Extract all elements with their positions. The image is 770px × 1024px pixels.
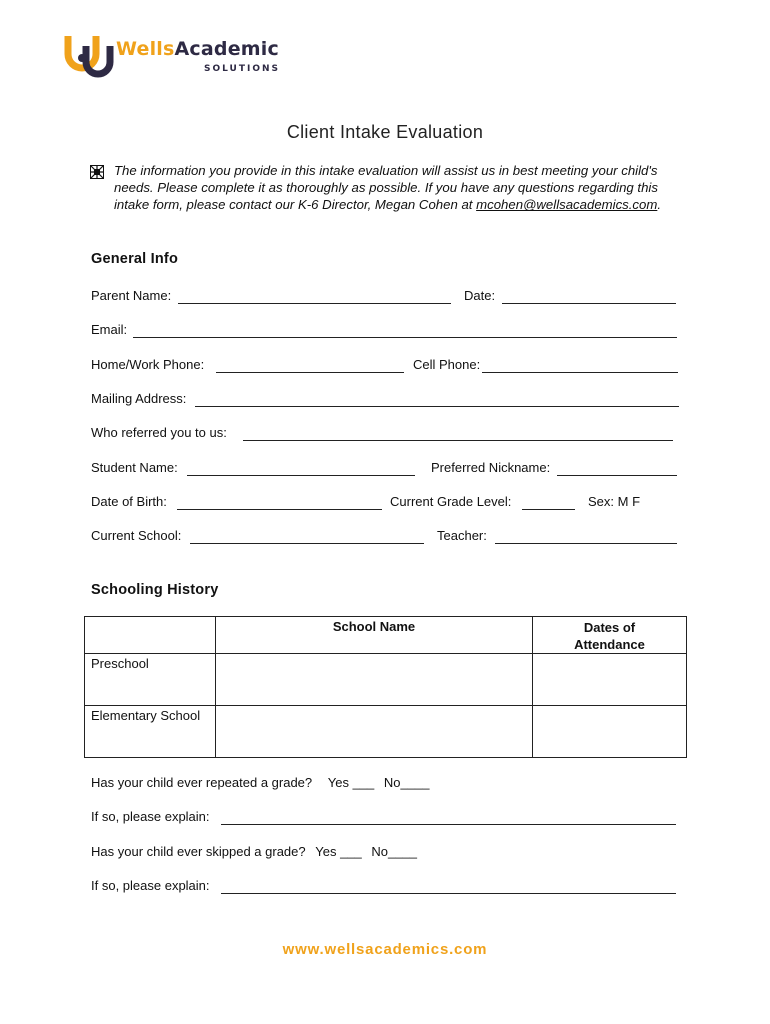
table-header-row: [85, 617, 687, 654]
elementary-label: Elementary School: [85, 706, 216, 758]
phone-row: [91, 357, 681, 377]
logo-wordmark: [116, 38, 279, 60]
skipped-yes-option[interactable]: Yes ___: [315, 844, 362, 859]
referred-row: [91, 425, 681, 445]
dob-field[interactable]: [177, 509, 382, 510]
mailing-address-row: [91, 391, 681, 411]
referred-label: Who referred you to us:: [91, 425, 227, 440]
repeated-yes-option[interactable]: Yes ___: [327, 775, 375, 790]
skipped-no-option[interactable]: No____: [371, 844, 417, 859]
logo-tagline: SOLUTIONS: [204, 64, 281, 74]
elementary-dates-cell[interactable]: [533, 706, 687, 758]
footer-website-link[interactable]: www.wellsacademics.com: [282, 941, 488, 958]
intro-end: .: [657, 197, 662, 213]
date-field[interactable]: [502, 303, 676, 304]
referred-field[interactable]: [243, 440, 673, 441]
email-field[interactable]: [133, 337, 677, 338]
grade-field[interactable]: [522, 509, 575, 510]
parent-name-field[interactable]: [178, 303, 451, 304]
preschool-dates-cell[interactable]: [533, 654, 687, 706]
skipped-grade-question: [91, 844, 417, 859]
preschool-label: Preschool: [85, 654, 216, 706]
repeated-grade-question: [91, 775, 429, 790]
parent-name-row: [91, 288, 681, 308]
mailing-address-label: Mailing Address:: [91, 391, 187, 406]
explain1-row: [91, 809, 681, 829]
explain2-field[interactable]: [221, 893, 676, 894]
explain1-label: If so, please explain:: [91, 809, 210, 824]
email-row: [91, 322, 681, 342]
star-bullet-icon: [90, 165, 104, 179]
general-info-heading: General Info: [91, 251, 178, 267]
school-name-header: School Name: [216, 617, 533, 654]
elementary-school-cell[interactable]: [216, 706, 533, 758]
repeated-no-option[interactable]: No____: [383, 775, 430, 790]
explain1-field[interactable]: [221, 824, 676, 825]
table-row: [85, 706, 687, 758]
cell-phone-field[interactable]: [482, 372, 678, 373]
table-row: [85, 654, 687, 706]
explain2-label: If so, please explain:: [91, 878, 210, 893]
student-name-label: Student Name:: [91, 460, 178, 475]
current-school-field[interactable]: [190, 543, 424, 544]
schooling-history-table: [84, 616, 687, 758]
logo-mark-icon: [64, 32, 120, 78]
dob-label: Date of Birth:: [91, 494, 167, 509]
current-school-label: Current School:: [91, 528, 182, 543]
repeated-grade-text: Has your child ever repeated a grade?: [91, 775, 313, 790]
preschool-school-cell[interactable]: [216, 654, 533, 706]
email-label: Email:: [91, 322, 128, 337]
explain2-row: [91, 878, 681, 898]
dates-header-line1: Dates of: [583, 620, 636, 635]
skipped-grade-text: Has your child ever skipped a grade?: [91, 844, 306, 859]
dates-attendance-header: [533, 617, 687, 654]
home-phone-field[interactable]: [216, 372, 404, 373]
logo-wells: Wells: [116, 38, 175, 60]
student-name-row: [91, 460, 681, 480]
dob-row: [91, 494, 681, 514]
nickname-field[interactable]: [557, 475, 677, 476]
page-title: Client Intake Evaluation: [286, 122, 484, 142]
intro-text: The information you provide in this intake evaluation will assist us in best meeting your child's needs. Please complete it as thoroughly as possible. If you have any questions regarding this intake form, please contact our K-6 Director, Megan Cohen at: [114, 163, 658, 213]
student-name-field[interactable]: [187, 475, 415, 476]
table-corner-cell: [85, 617, 216, 654]
nickname-label: Preferred Nickname:: [431, 460, 551, 475]
intro-paragraph: [114, 162, 674, 214]
dates-header-line2: Attendance: [574, 637, 645, 652]
home-phone-label: Home/Work Phone:: [91, 357, 205, 372]
school-row: [91, 528, 681, 548]
logo-academic: Academic: [174, 38, 279, 60]
sex-options[interactable]: Sex: M F: [588, 494, 641, 509]
cell-phone-label: Cell Phone:: [413, 357, 481, 372]
teacher-field[interactable]: [495, 543, 677, 544]
grade-label: Current Grade Level:: [390, 494, 512, 509]
company-logo: [64, 30, 281, 82]
date-label: Date:: [464, 288, 496, 303]
mailing-address-field[interactable]: [195, 406, 679, 407]
schooling-history-heading: Schooling History: [91, 582, 219, 598]
parent-name-label: Parent Name:: [91, 288, 172, 303]
director-email-link[interactable]: mcohen@wellsacademics.com: [476, 197, 658, 213]
teacher-label: Teacher:: [437, 528, 487, 543]
